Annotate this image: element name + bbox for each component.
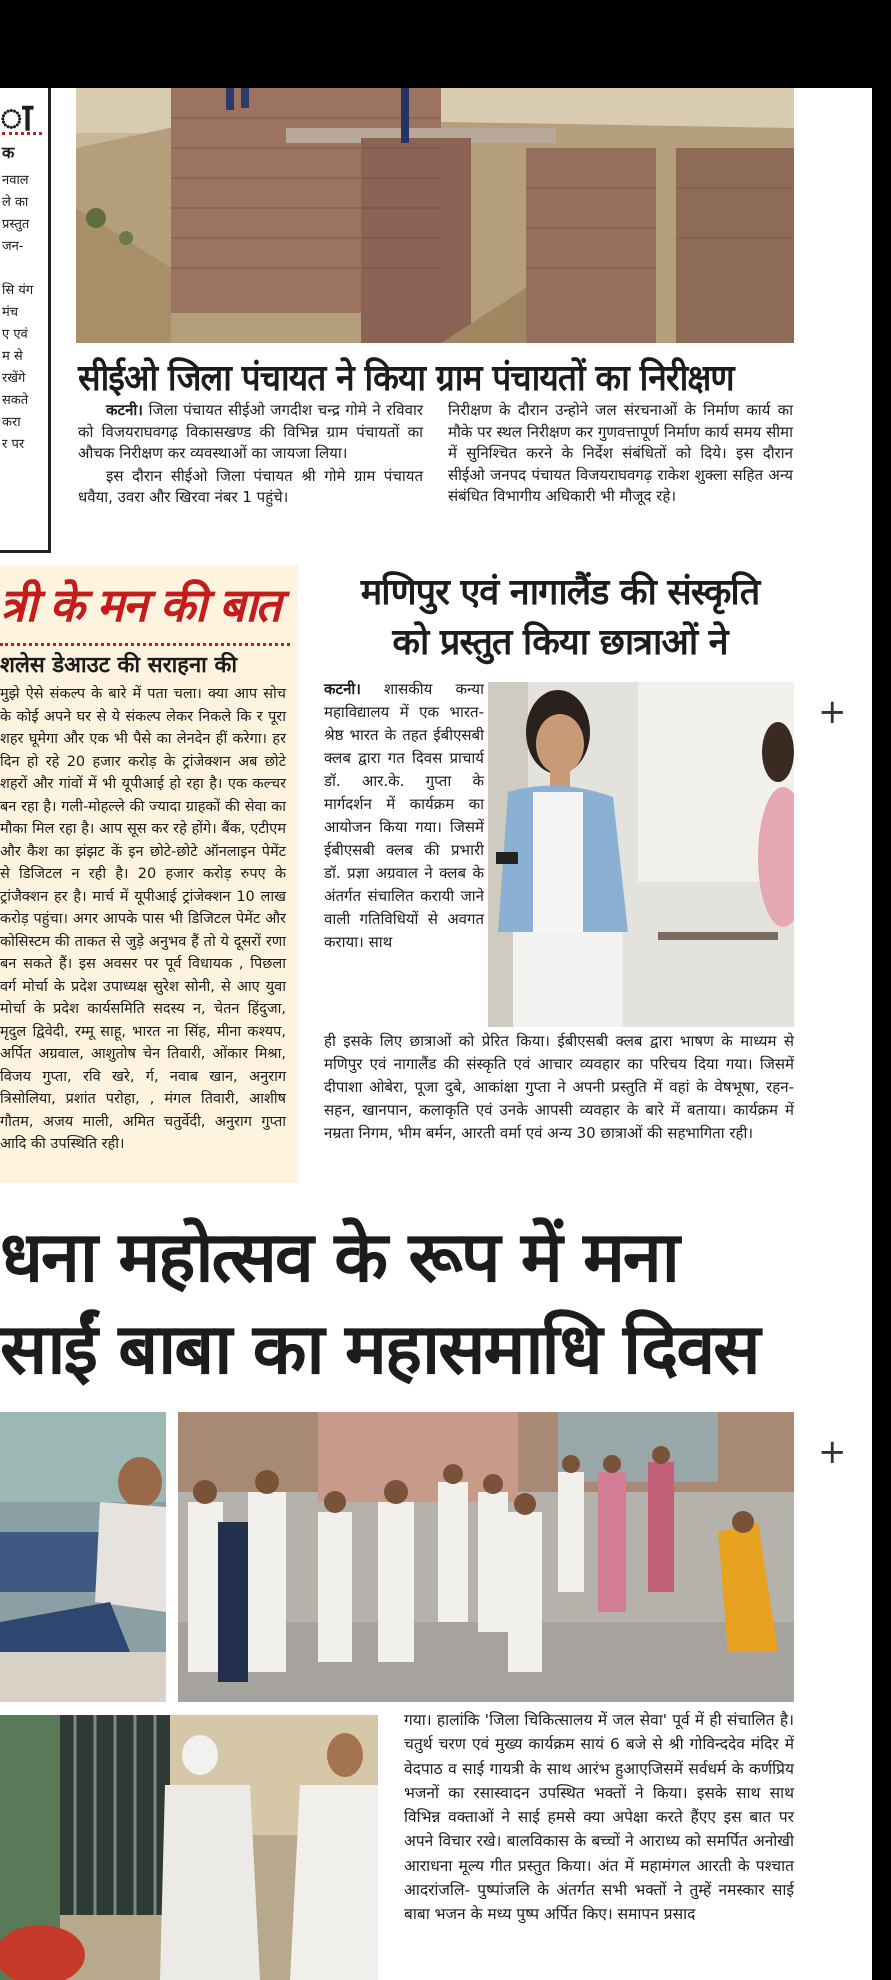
top-black-border: [0, 0, 891, 88]
article1-headline: सीईओ जिला पंचायत ने किया ग्राम पंचायतों का निरीक्षण: [78, 358, 734, 399]
article1-dateline: कटनी।: [106, 401, 143, 419]
article3-headline: [330, 568, 790, 668]
sidebar-line: ले का: [2, 195, 29, 210]
registration-mark-icon: +: [818, 692, 847, 732]
article2-box: [0, 565, 298, 1183]
article3-headline-line1: मणिपुर एवं नागालैंड की संस्कृति: [360, 572, 760, 613]
article4-headline-line2: साईं बाबा का महासमाधि दिवस: [0, 1308, 759, 1390]
registration-mark-icon: +: [818, 1432, 847, 1472]
devotee-photo-left: [0, 1412, 166, 1702]
sidebar-line: सि यंग: [2, 283, 34, 298]
article1-column2: निरीक्षण के दौरान उन्होने जल संरचनाओं के निर्माण कार्य का मौके पर स्थल निरीक्षण कर गुणवत्तापूर्ण निर्माण कार्य समय सीमा में सुनिश्चित करने के निर्देश संबंधितों को दिये। इस दौरान सीईओ जनपद पंचायत विजयराघवगढ़ राकेश शुक्ला सहित अन्य संबंधित विभागीय अधिकारी भी मौजूद रहे।: [448, 401, 793, 505]
sidebar-line: नवाल: [2, 173, 29, 188]
student-presenter-photo: [488, 682, 794, 1027]
sidebar-line: जन-: [2, 239, 24, 254]
sidebar-line: प्रस्तुत: [2, 217, 30, 232]
article2-subhead: शलेस डेआउट की सराहना की: [0, 653, 238, 678]
article4-headline-line1: धना महोत्सव के रूप में मना: [0, 1216, 678, 1298]
sidebar-line: करा: [2, 415, 21, 430]
sidebar-lines: [2, 170, 46, 456]
article3-full-column: ही इसके लिए छात्राओं को प्रेरित किया। ईबीएसबी क्लब द्वारा भाषण के माध्यम से मणिपुर एवं नागालैंड की संस्कृति एवं आचार व्यवहार का परिचय दिया गया। जिसमें दीपाशा ओबेरा, पूजा दुबे, आकांक्षा गुप्ता ने अपनी प्रस्तुति में वहां के वेषभूषा, रहन-सहन, खानपान, कलाकृति एवं उनके आपसी व्यवहार के बारे में बताया। कार्यक्रम में नम्रता निगम, भीम बर्मन, आरती वर्मा एवं अन्य 30 छात्राओं की सहभागिता रही।: [324, 1032, 794, 1142]
sidebar-dotted-rule: [2, 132, 42, 135]
article3-dateline: कटनी।: [324, 680, 361, 698]
article2-body: मुझे ऐसे संकल्प के बारे में पता चला। क्या आप सोच के कोई अपने घर से ये संकल्प लेकर निकले कि र पूरा शहर घूमेगा और एक भी पैसे का लेनदेन हीं करेगा। हर दिन हो रहे 20 हजार करोड़ के ट्रांजेक्शन अब छोटे शहरों और गांवों में भी यूपीआई हो रहा है। एक कल्चर बन रहा है। गली-मोहल्ले की ज्यादा ग्राहकों की सेवा का मौका मिल रहा है। आप सूस कर रहे होंगे। बैंक, एटीएम और कैश का झंझट कें इन छोटे-छोटे ऑनलाइन पेमेंट से डिजिटल न रही है। 20 हजार करोड़ रुपए के ट्रांजैक्शन हर है। मार्च में यूपीआई ट्रांजेक्शन 10 लाख करोड़ पहुंचा। अगर आपके पास भी डिजिटल पेमेंट और कोसिस्टम की ताकत से जुड़े अनुभव हैं तो ये दूसरों रणा बन सकते हैं। इस अवसर पर पूर्व विधायक , पिछला वर्ग मोर्चा के प्रदेश उपाध्यक्ष सुरेश सोनी, से आए युवा मोर्चा के प्रदेश कार्यसमिति सदस्य न, चेतन हिंदुजा, मृदुल द्विवेदी, रम्मू साहू, भारत ना सिंह, मीना कश्यप, अर्पित अग्रवाल, आशुतोष चेन तिवारी, ओंकार मिश्रा, विजय गुप्ता, रवि खरे, र्ग, नवाब खान, अनुराग त्रिसोलिया, प्रशांत परोहा, , मंगल तिवारी, आशीष गौतम, अजय माली, अमित चतुर्वेदी, अनुराग गुप्ता आदि की उपस्थिति रही।: [0, 686, 286, 1152]
sidebar-heading: क: [2, 143, 15, 162]
sidebar-line: सकते: [2, 393, 29, 408]
sidebar-line: म से: [2, 349, 23, 364]
article4-body: गया। हालांकि 'जिला चिकित्सालय में जल सेवा' पूर्व में ही संचालित है। चतुर्थ चरण एवं मुख्य कार्यक्रम सायं 6 बजे से श्री गोविन्ददेव मंदिर में वेदपाठ व साई गायत्री के साथ आरंभ हुआएजिसमें सर्वधर्म के कर्णप्रिय भजनों का रसास्वादन उपस्थित भक्तों ने किया। इसके साथ साथ विभिन्न वक्ताओं ने साई हमसे क्या अपेक्षा करते हैंएए इस बात पर अपने विचार रखे। बालविकास के बच्चों ने आराध्य को समर्पित अनोखी आराधना मूल्य गीत प्रस्तुत किया। अंत में महामंगल आरती के पश्चात आदरांजलि- पुष्पांजलि के अंतर्गत सभी भक्तों ने तुम्हें नमस्कार साई बाबा भजन के मध्य पुष्प अर्पित किए। समापन प्रसाद: [404, 1711, 794, 1924]
article1-column1: [78, 400, 423, 509]
right-black-border: [872, 0, 891, 1980]
ritual-photo: [0, 1715, 378, 1980]
article1-paragraph2: इस दौरान सीईओ जिला पंचायत श्री गोमे ग्राम पंचायत धवैया, उवरा और खिरवा नंबर 1 पहुंचे।: [78, 466, 423, 506]
sidebar-letter-fragment: ा: [0, 94, 33, 139]
article2-dotted-rule: [0, 643, 290, 646]
check-dam-photo: [76, 88, 794, 343]
sidebar-line: [2, 258, 46, 280]
left-sidebar-article: [0, 88, 51, 553]
sidebar-line: रखेंगे: [2, 371, 26, 386]
article3-headline-line2: को प्रस्तुत किया छात्राओं ने: [392, 622, 728, 663]
sidebar-line: र पर: [2, 437, 25, 452]
sidebar-line: ए एवं: [2, 327, 28, 342]
article3-narrow-text: शासकीय कन्या महाविद्यालय में एक भारत-श्रेष्ठ भारत के तहत ईबीएसबी क्लब द्वारा गत दिवस प्राचार्य डॉ. आर.के. गुप्ता के मार्गदर्शन में कार्यक्रम का आयोजन किया गया। जिसमें ईबीएसबी क्लब की प्रभारी डॉ. प्रज्ञा अग्रवाल ने क्लब के अंतर्गत संचालित करायी जाने वाली गतिविधियों से अवगत कराया। साथ: [324, 680, 484, 951]
article1-paragraph1: [78, 400, 423, 465]
procession-photo: [178, 1412, 794, 1702]
article1-p1-text: जिला पंचायत सीईओ जगदीश चन्द्र गोमे ने रविवार को विजयराघवगढ़ विकासखण्ड की विभिन्न ग्राम पंचायतों का औचक निरीक्षण कर व्यवस्थाओं का जायजा लिया।: [78, 401, 423, 462]
article2-headline: त्री के मन की बात: [0, 578, 280, 632]
sidebar-line: मंच: [2, 305, 19, 320]
article3-narrow-column: [324, 678, 484, 954]
